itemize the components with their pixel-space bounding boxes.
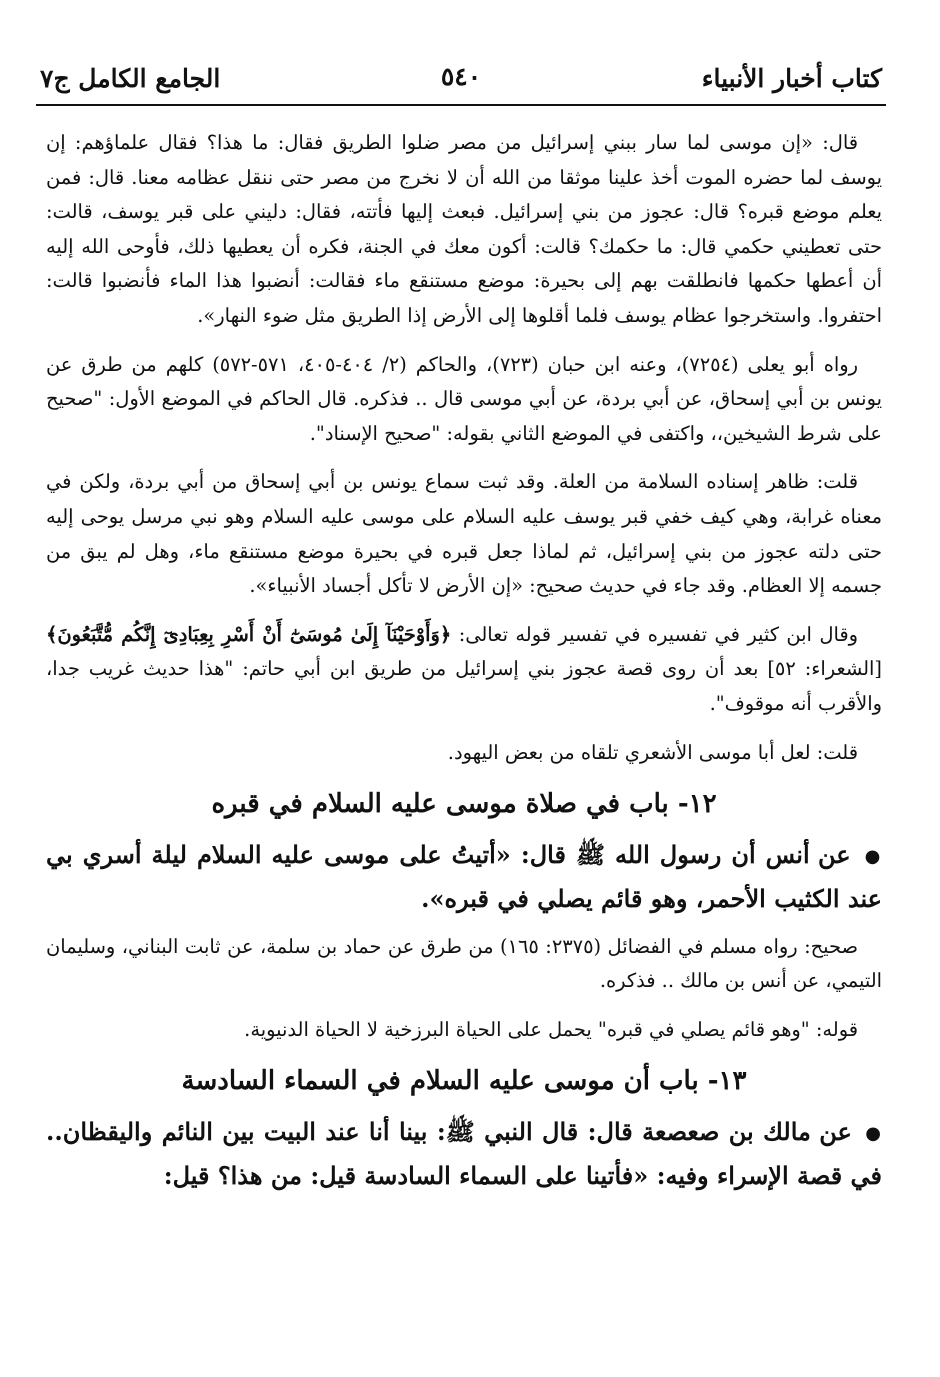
ibn-kathir-paragraph xyxy=(46,618,882,722)
hadith-malik-text: عن مالك بن صعصعة قال: قال النبي ﷺ: بينا أنا عند البيت بين النائم واليقظان.. في قصة الإسراء وفيه: «فأتينا على السماء السادسة قيل: من هذا؟ قيل: xyxy=(46,1117,882,1190)
bullet-icon: ● xyxy=(865,1122,882,1144)
header-rule xyxy=(36,104,886,106)
explanation-paragraph: قوله: "وهو قائم يصلي في قبره" يحمل على الحياة البرزخية لا الحياة الدنيوية. xyxy=(244,1017,858,1041)
page-header xyxy=(40,58,882,98)
commentary-paragraph: قلت: ظاهر إسناده السلامة من العلة. وقد ثبت سماع يونس بن أبي إسحاق من أبي بردة، ولكن في معناه غرابة، وهي كيف خفي قبر يوسف عليه السلام على موسى عليه السلام وهو نبي مرسل يوحى إليه حتى دلته عجوز من بني إسرائيل، ثم لماذا جعل قبره في بحيرة موضع مستنقع ماء، وهل لم يبق من جسمه إلا العظام. وقد جاء في حديث صحيح: «إن الأرض لا تأكل أجساد الأنبياء». xyxy=(46,470,882,598)
ibn-kathir-intro: وقال ابن كثير في تفسيره في تفسير قوله تعالى: xyxy=(451,622,858,646)
takhrij-paragraph: رواه أبو يعلى (٧٢٥٤)، وعنه ابن حبان (٧٢٣)، والحاكم (٢/ ٤٠٤-٤٠٥، ٥٧١-٥٧٢) كلهم من طرق عن يونس بن أبي إسحاق، عن أبي بردة، عن أبي موسى قال .. فذكره. قال الحاكم في الموضع الأول: "صحيح على شرط الشيخين،، واكتفى في الموضع الثاني بقوله: "صحيح الإسناد". xyxy=(46,352,882,445)
chapter-heading-13: ١٣- باب أن موسى عليه السلام في السماء السادسة xyxy=(181,1066,747,1097)
ibn-kathir-rest: [الشعراء: ٥٢] بعد أن روى قصة عجوز بني إسرائيل من طريق ابن أبي حاتم: "هذا حديث غريب جدا، والأقرب أنه موقوف". xyxy=(46,657,882,715)
hadith-text: قال: «إن موسى لما سار ببني إسرائيل من مصر ضلوا الطريق فقال: ما هذا؟ فقال علماؤهم: إن يوسف لما حضره الموت أخذ علينا موثقا من الله أن لا نخرج من مصر حتى ننقل عظامه معنا. قال: فمن يعلم موضع قبره؟ قال: عجوز من بني إسرائيل. فبعث إليها فأتته، فقال: دليني على قبر يوسف، قالت: حتى تعطيني حكمي قال: ما حكمك؟ قالت: أكون معك في الجنة، فكره أن يعطيها ذلك، فأوحى الله إليه أن أعطها حكمها فانطلقت بهم إلى بحيرة: موضع مستنقع ماء فقالت: أنضبوا هذا الماء فأنضبوا قالت: احتفروا. واستخرجوا عظام يوسف فلما أقلوها إلى الأرض إذا الطريق مثل ضوء النهار». xyxy=(46,131,882,327)
note-paragraph: قلت: لعل أبا موسى الأشعري تلقاه من بعض اليهود. xyxy=(447,740,858,764)
page-body xyxy=(46,126,882,1207)
quran-verse: ﴿وَأَوْحَيْنَآ إِلَىٰ مُوسَىٰٓ أَنْ أَسْرِ بِعِبَادِىٓ إِنَّكُم مُّتَّبَعُونَ﴾ xyxy=(46,622,452,646)
hadith-anas-text: عن أنس أن رسول الله ﷺ قال: «أتيتُ على موسى عليه السلام ليلة أسري بي عند الكثيب الأحمر، وهو قائم يصلي في قبره». xyxy=(46,840,882,913)
sahih-paragraph: صحيح: رواه مسلم في الفضائل (٢٣٧٥: ١٦٥) من طرق عن حماد بن سلمة، عن ثابت البناني، وسليمان التيمي، عن أنس بن مالك .. فذكره. xyxy=(46,934,882,993)
chapter-heading-12: ١٢- باب في صلاة موسى عليه السلام في قبره xyxy=(211,789,717,820)
bullet-icon: ● xyxy=(864,845,882,867)
hadith-anas xyxy=(46,834,882,920)
page-number: ٥٤٠ xyxy=(440,62,482,91)
series-title: الجامع الكامل ج٧ xyxy=(40,63,221,93)
hadith-malik xyxy=(46,1111,882,1197)
book-title: كتاب أخبار الأنبياء xyxy=(701,63,882,93)
